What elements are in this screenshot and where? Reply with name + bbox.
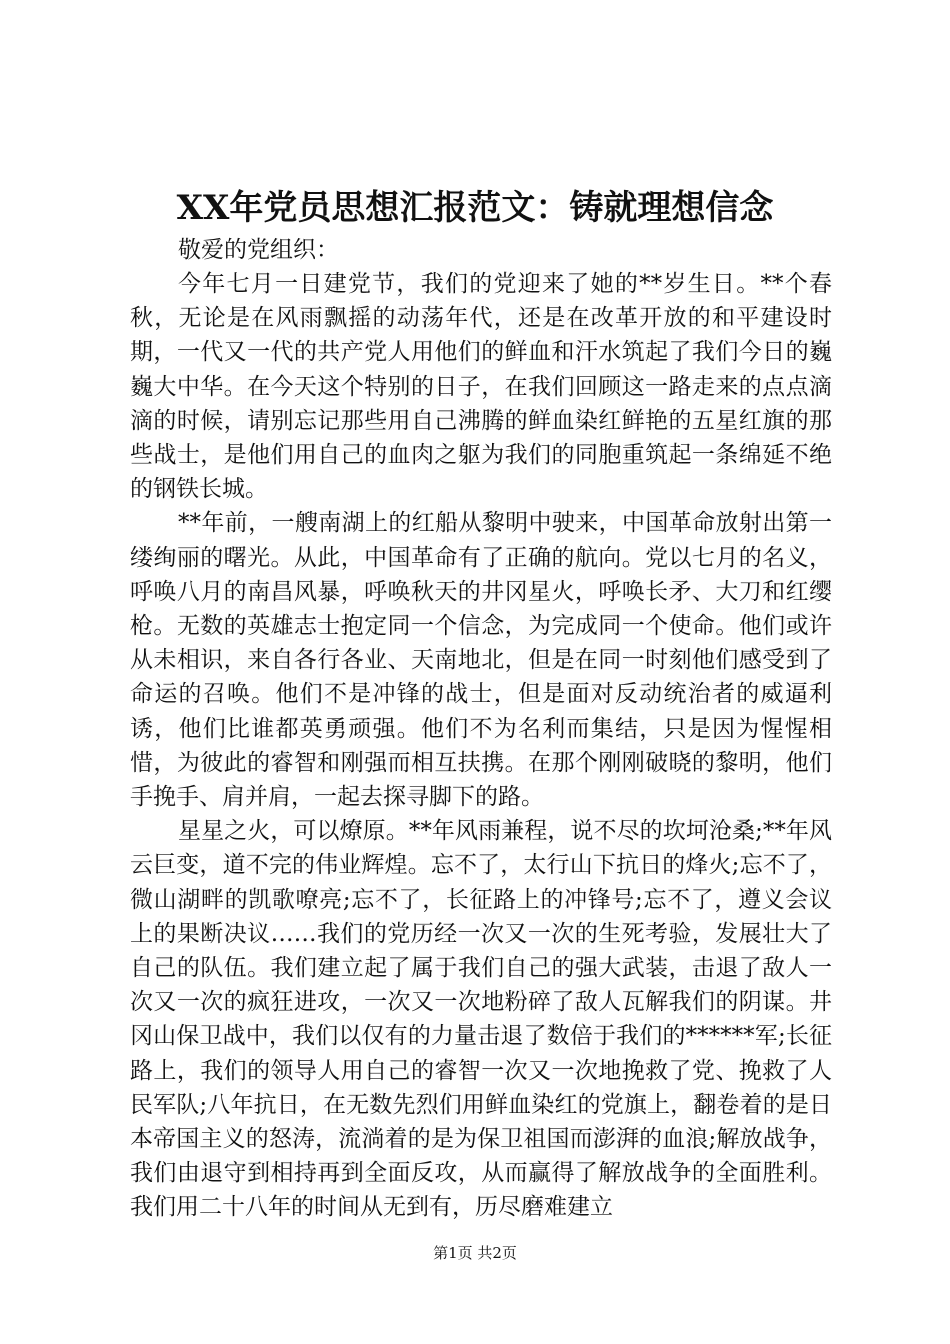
document-title: XX年党员思想汇报范文：铸就理想信念 [176, 188, 774, 228]
paragraph-3: 星星之火，可以燎原。**年风雨兼程，说不尽的坎坷沧桑;**年风云巨变，道不完的伟业辉煌。忘不了，太行山下抗日的烽火;忘不了，微山湖畔的凯歌嘹亮;忘不了，长征路上的冲锋号;忘不了，遵义会议上的果断决议……我们的党历经一次又一次的生死考验，发展壮大了自己的队伍。我们建立起了属于我们自己的强大武装，击退了敌人一次又一次的疯狂进攻，一次又一次地粉碎了敌人瓦解我们的阴谋。井冈山保卫战中，我们以仅有的力量击退了数倍于我们的******军;长征路上，我们的领导人用自己的睿智一次又一次地挽救了党、挽救了人民军队;八年抗日，在无数先烈们用鲜血染红的党旗上，翻卷着的是日本帝国主义的怒涛，流淌着的是为保卫祖国而澎湃的血浪;解放战争，我们由退守到相持再到全面反攻，从而赢得了解放战争的全面胜利。我们用二十八年的时间从无到有，历尽磨难建立 [130, 818, 832, 1221]
paragraph-1: 今年七月一日建党节，我们的党迎来了她的**岁生日。**个春秋，无论是在风雨飘摇的动荡年代，还是在改革开放的和平建设时期，一代又一代的共产党人用他们的鲜血和汗水筑起了我们今日的巍巍大中华。在今天这个特别的日子，在我们回顾这一路走来的点点滴滴的时候，请别忘记那些用自己沸腾的鲜血染红鲜艳的五星红旗的那些战士，是他们用自己的血肉之躯为我们的同胞重筑起一条绵延不绝的钢铁长城。 [130, 271, 832, 503]
paragraph-2: **年前，一艘南湖上的红船从黎明中驶来，中国革命放射出第一缕绚丽的曙光。从此，中国革命有了正确的航向。党以七月的名义，呼唤八月的南昌风暴，呼唤秋天的井冈星火，呼唤长矛、大刀和红缨枪。无数的英雄志士抱定同一个信念，为完成同一个使命。他们或许从未相识，来自各行各业、天南地北，但是在同一时刻他们感受到了命运的召唤。他们不是冲锋的战士，但是面对反动统治者的威逼利诱，他们比谁都英勇顽强。他们不为名利而集结，只是因为惺惺相惜，为彼此的睿智和刚强而相互扶携。在那个刚刚破晓的黎明，他们手挽手、肩并肩，一起去探寻脚下的路。 [130, 510, 832, 811]
document-body [130, 233, 832, 1225]
salutation: 敬爱的党组织： [178, 237, 339, 263]
page-number-footer: 第1页 共2页 [433, 1244, 517, 1262]
